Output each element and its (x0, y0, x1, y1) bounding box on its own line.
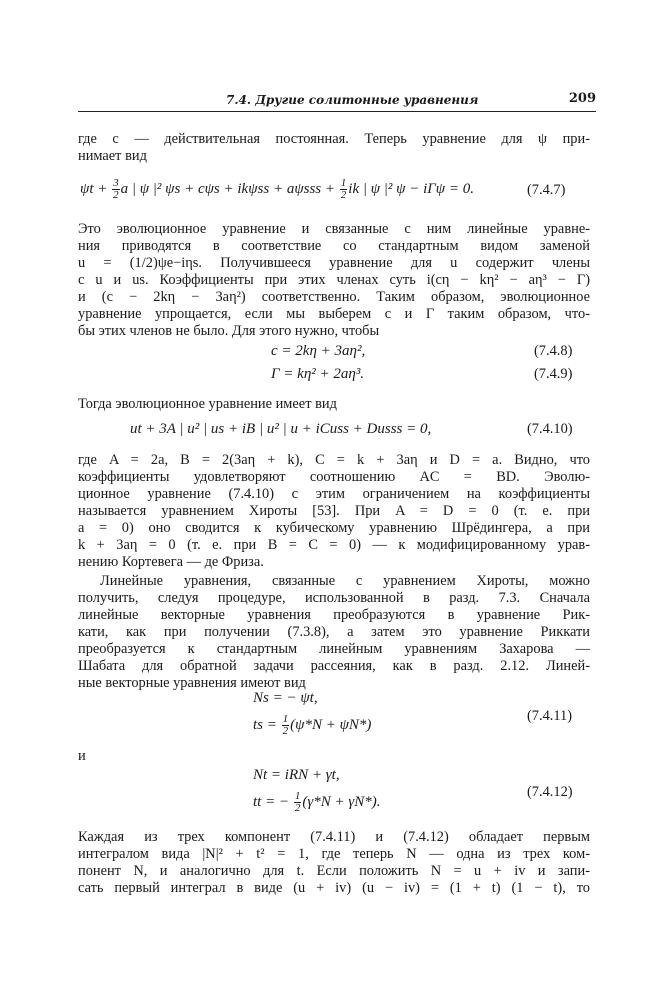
text-line: Это эволюционное уравнение и связанные с ним линейные уравне- (78, 221, 590, 237)
paragraph-3 (78, 396, 590, 413)
text-line: преобразуется к стандартным линейным уравнениям Захарова — (78, 641, 590, 657)
page-number: 209 (568, 91, 596, 106)
text-line: нению Кортевега — де Фриза. (78, 554, 264, 570)
text-line: a = 0) оно сводится к кубическому уравнению Шрёдингера, а при (78, 520, 590, 536)
text-line: с u и us. Коэффициенты при этих членах суть i(cη − kη² − aη³ − Γ) (78, 272, 590, 288)
text-line: Шабата для обратной задачи рассеяния, как в разд. 2.12. Линей- (78, 658, 590, 674)
text-line: кати, как при получении (7.3.8), а затем это уравнение Риккати (78, 624, 590, 640)
text-line: получить, следуя процедуре, использованной в разд. 7.3. Сначала (78, 590, 590, 606)
eq-term: ψt + (80, 180, 112, 197)
equation-number: (7.4.12) (527, 784, 573, 800)
equation-7-4-9: Γ = kη² + 2aη³. (271, 366, 365, 382)
fraction: $\frac{1}{2}$ (294, 790, 301, 814)
text-line: уравнение упрощается, если мы выберем c и Γ таким образом, что- (78, 306, 590, 322)
text-line: коэффициенты удовлетворяют соотношению AC = BD. Эволю- (78, 469, 590, 485)
text-line: Тогда эволюционное уравнение имеет вид (78, 396, 337, 412)
text-line: Каждая из трех компонент (7.4.11) и (7.4.12) обладает первым (78, 829, 590, 845)
text-line: ные векторные уравнения имеют вид (78, 675, 306, 691)
equation-number: (7.4.11) (527, 708, 573, 724)
paragraph-4 (78, 452, 590, 571)
text-line: линейные векторные уравнения преобразуются в уравнение Рик- (78, 607, 590, 623)
text-line: понент N, и аналогично для t. Если положить N = u + iv и запи- (78, 863, 590, 879)
eq-term: ik | ψ |² ψ − iΓψ = 0. (348, 180, 474, 197)
text-line: k + 3aη = 0 (т. е. при B = C = 0) — к модифицированному урав- (78, 537, 590, 553)
equation-7-4-11-line-1: Ns = − ψt, (253, 690, 318, 706)
equation-number: (7.4.10) (527, 421, 573, 437)
equation-number: (7.4.7) (527, 182, 566, 198)
equation-7-4-12-line-1: Nt = iRN + γt, (253, 767, 340, 783)
equation-number: (7.4.8) (534, 343, 573, 359)
equation-number: (7.4.9) (534, 366, 573, 382)
paragraph-1 (78, 131, 590, 165)
text-line: сать первый интеграл в виде (u + iv) (u − iv) = (1 + t) (1 − t), то (78, 880, 590, 896)
text-line: нимает вид (78, 148, 147, 164)
equation-7-4-11-line-2: ts = $\frac{1}{2}$ (ψ*N + ψN*) (253, 713, 372, 737)
text-line: Линейные уравнения, связанные с уравнением Хироты, можно (100, 573, 590, 589)
running-header (78, 91, 596, 112)
text-line: ционное уравнение (7.4.10) с этим ограничением на коэффициенты (78, 486, 590, 502)
text-line: где A = 2a, B = 2(3aη + k), C = k + 3aη и D = a. Видно, что (78, 452, 590, 468)
equation-7-4-7 (80, 178, 474, 201)
text-line: интегралом вида |N|² + t² = 1, где теперь N — одна из трех ком- (78, 846, 590, 862)
section-title: 7.4. Другие солитонные уравнения (226, 93, 479, 107)
equation-7-4-10: ut + 3A | u² | us + iB | u² | u + iCuss + Dusss = 0, (130, 421, 432, 437)
eq-term: a | ψ |² ψs + cψs + ikψss + aψsss + (120, 180, 339, 197)
text-line: u = (1/2)ψe−iηs. Получившееся уравнение для u содержит члены (78, 255, 590, 271)
paragraph-5 (78, 573, 590, 692)
fraction: $\frac{1}{2}$ (282, 713, 289, 737)
paragraph-6 (78, 829, 590, 897)
text-line: ния приводятся в соответствие со стандартным видом заменой (78, 238, 590, 254)
equation-7-4-8: c = 2kη + 3aη², (271, 343, 366, 359)
text-line: и (c − 2kη − 3aη²) соответственно. Таким образом, эволюционное (78, 289, 590, 305)
paragraph-2 (78, 221, 590, 340)
equation-7-4-12-line-2: tt = − $\frac{1}{2}$ (γ*N + γN*). (253, 790, 381, 814)
fraction: $\frac{1}{2}$ (340, 177, 347, 201)
text-line: бы этих членов не было. Для этого нужно, чтобы (78, 323, 380, 339)
fraction: $\frac{3}{2}$ (113, 177, 119, 201)
text-line: называется уравнением Хироты [53]. При A = D = 0 (т. е. при (78, 503, 590, 519)
conjunction: и (78, 748, 86, 764)
text-line: где c — действительная постоянная. Теперь уравнение для ψ при- (78, 131, 590, 147)
